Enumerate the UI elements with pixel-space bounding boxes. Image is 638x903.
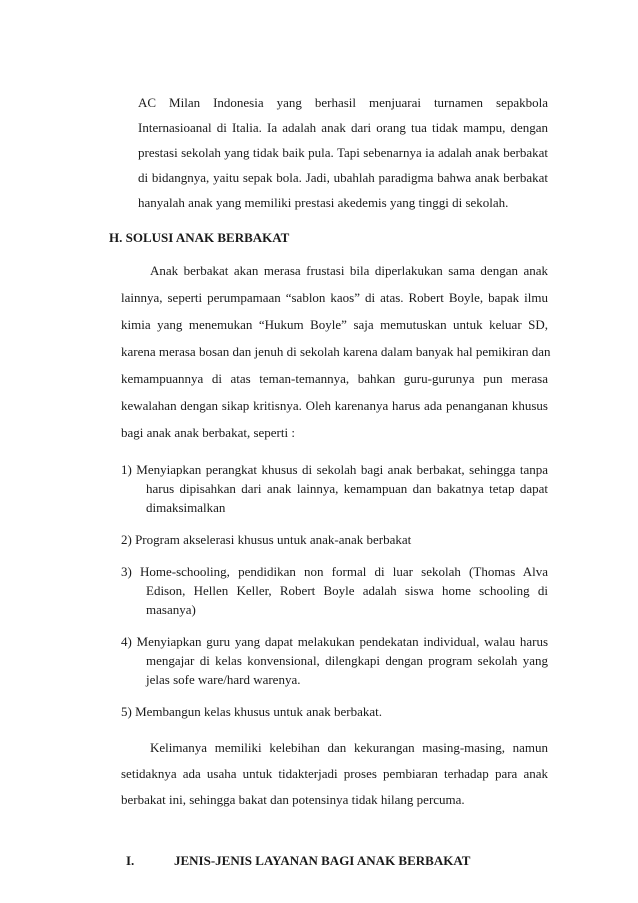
paragraph-line: Internasioanal di Italia. Ia adalah anak dari orang tua tidak mampu, dengan	[138, 120, 548, 135]
paragraph-line: karena merasa bosan dan jenuh di sekolah karena dalam banyak hal pemikiran dan	[121, 344, 551, 359]
list-item: 4) Menyiapkan guru yang dapat melakukan pendekatan individual, walau harus	[121, 634, 548, 649]
paragraph-line: AC Milan Indonesia yang berhasil menjuarai turnamen sepakbola	[138, 95, 548, 110]
paragraph-line: kewalahan dengan sikap kritisnya. Oleh karenanya harus ada penanganan khusus	[121, 398, 548, 413]
section-number: I.	[126, 853, 135, 868]
section-heading: JENIS-JENIS LAYANAN BAGI ANAK BERBAKAT	[174, 853, 471, 868]
list-item: 5) Membangun kelas khusus untuk anak berbakat.	[121, 704, 383, 719]
list-item-continuation: masanya)	[146, 602, 196, 617]
list-item-continuation: harus dipisahkan dari anak lainnya, kemampuan dan bakatnya tetap dapat	[146, 481, 548, 496]
paragraph-line: hanyalah anak yang memiliki prestasi akedemis yang tinggi di sekolah.	[138, 195, 509, 210]
list-item-continuation: jelas sofe ware/hard warenya.	[146, 672, 301, 687]
list-item-continuation: mengajar di kelas konvensional, dilengkapi dengan program sekolah yang	[146, 653, 548, 668]
paragraph-line: Anak berbakat akan merasa frustasi bila diperlakukan sama dengan anak	[150, 263, 548, 278]
list-item: 1) Menyiapkan perangkat khusus di sekolah bagi anak berbakat, sehingga tanpa	[121, 462, 548, 477]
paragraph-line: di bidangnya, yaitu sepak bola. Jadi, ubahlah paradigma bahwa anak berbakat	[138, 170, 548, 185]
list-item-continuation: dimaksimalkan	[146, 500, 226, 515]
paragraph-line: kimia yang menemukan “Hukum Boyle” saja memutuskan untuk keluar SD,	[121, 317, 548, 332]
list-item: 2) Program akselerasi khusus untuk anak-anak berbakat	[121, 532, 412, 547]
paragraph-line: lainnya, seperti perumpamaan “sablon kaos” di atas. Robert Boyle, bapak ilmu	[121, 290, 548, 305]
list-item: 3) Home-schooling, pendidikan non formal di luar sekolah (Thomas Alva	[121, 564, 548, 579]
paragraph-line: bagi anak anak berbakat, seperti :	[121, 425, 295, 440]
paragraph-line: berbakat ini, sehingga bakat dan potensinya tidak hilang percuma.	[121, 792, 465, 807]
paragraph-line: prestasi sekolah yang tidak baik pula. Tapi sebenarnya ia adalah anak berbakat	[138, 145, 548, 160]
paragraph-line: Kelimanya memiliki kelebihan dan kekurangan masing-masing, namun	[150, 740, 548, 755]
section-heading: H. SOLUSI ANAK BERBAKAT	[109, 230, 290, 245]
list-item-continuation: Edison, Hellen Keller, Robert Boyle adalah siswa home schooling di	[146, 583, 548, 598]
paragraph-line: setidaknya ada usaha untuk tidakterjadi proses pembiaran terhadap para anak	[121, 766, 548, 781]
paragraph-line: kemampuannya di atas teman-temannya, bahkan guru-gurunya pun merasa	[121, 371, 548, 386]
